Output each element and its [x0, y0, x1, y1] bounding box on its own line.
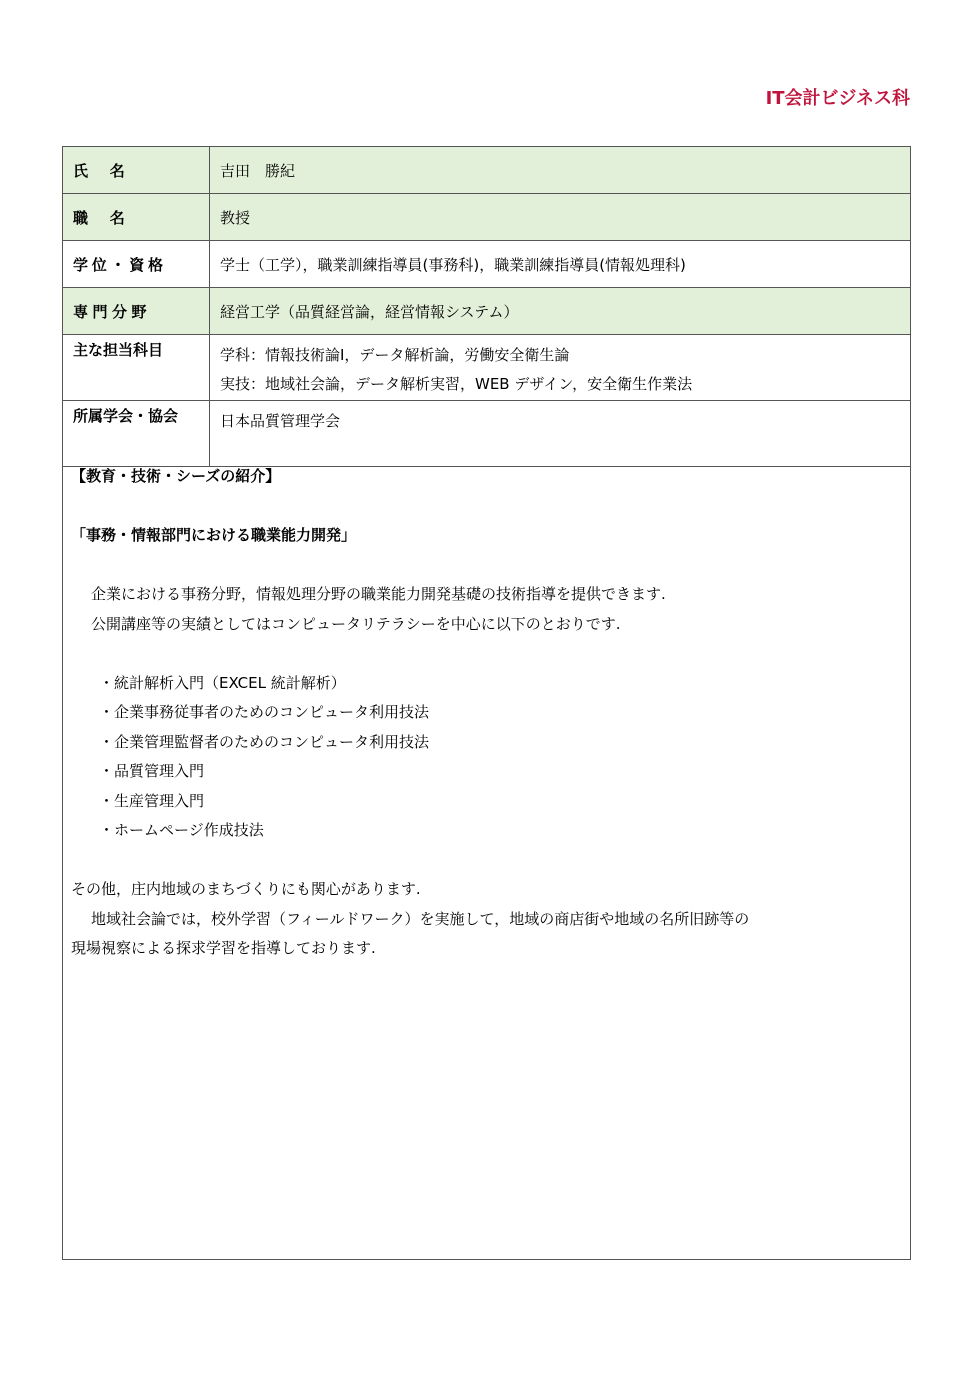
intro-paragraph-2-line-1: その他，庄内地域のまちづくりにも関心があります. — [71, 880, 421, 898]
row-subjects — [63, 335, 911, 401]
course-item: ・ホームページ作成技法 — [99, 821, 264, 839]
name-label: 氏 名 — [63, 147, 210, 194]
course-item: ・品質管理入門 — [99, 762, 205, 780]
intro-subheading: 「事務・情報部門における職業能力開発」 — [71, 526, 357, 544]
row-name — [63, 147, 911, 194]
row-title — [63, 194, 911, 241]
title-label: 職 名 — [63, 194, 210, 241]
course-item: ・生産管理入門 — [99, 791, 205, 810]
society-text: 日本品質管理学会 — [220, 412, 341, 430]
course-item: ・企業管理監督者のためのコンピュータ利用技法 — [99, 732, 430, 751]
degree-label: 学位・資格 — [63, 241, 210, 288]
row-field — [63, 288, 911, 335]
subjects-line-1: 学科：情報技術論Ⅰ，データ解析論，労働安全衛生論 — [220, 346, 570, 364]
row-society — [63, 401, 911, 467]
course-item: ・統計解析入門（EXCEL 統計解析） — [99, 673, 346, 692]
intro-paragraph-1-line-1: 企業における事務分野，情報処理分野の職業能力開発基礎の技術指導を提供できます. — [91, 585, 666, 603]
course-item: ・企業事務従事者のためのコンピュータ利用技法 — [99, 703, 430, 721]
name-value: 吉田 勝紀 — [210, 147, 911, 194]
row-degree — [63, 241, 911, 288]
society-value — [210, 401, 911, 467]
field-value: 経営工学（品質経営論，経営情報システム） — [210, 288, 911, 335]
intro-paragraph-2-line-2: 地域社会論では，校外学習（フィールドワーク）を実施して，地域の商店街や地域の名所旧跡等の — [91, 909, 750, 928]
field-label: 専門分野 — [63, 288, 210, 335]
society-label: 所属学会・協会 — [63, 401, 210, 467]
subjects-value — [210, 335, 911, 401]
subjects-label: 主な担当科目 — [63, 335, 210, 401]
degree-value: 学士（工学），職業訓練指導員(事務科)，職業訓練指導員(情報処理科) — [210, 241, 911, 288]
intro-heading: 【教育・技術・シーズの紹介】 — [71, 467, 281, 485]
intro-paragraph-1-line-2: 公開講座等の実績としてはコンピュータリテラシーを中心に以下のとおりです. — [91, 614, 621, 633]
profile-table — [62, 146, 911, 467]
department-name: IT会計ビジネス科 — [765, 88, 910, 109]
introduction-section — [62, 458, 911, 1260]
subjects-line-2: 実技：地域社会論，データ解析実習，WEB デザイン，安全衛生作業法 — [220, 375, 693, 393]
intro-paragraph-2-line-3: 現場視察による探求学習を指導しております. — [71, 939, 376, 957]
title-value: 教授 — [210, 194, 911, 241]
